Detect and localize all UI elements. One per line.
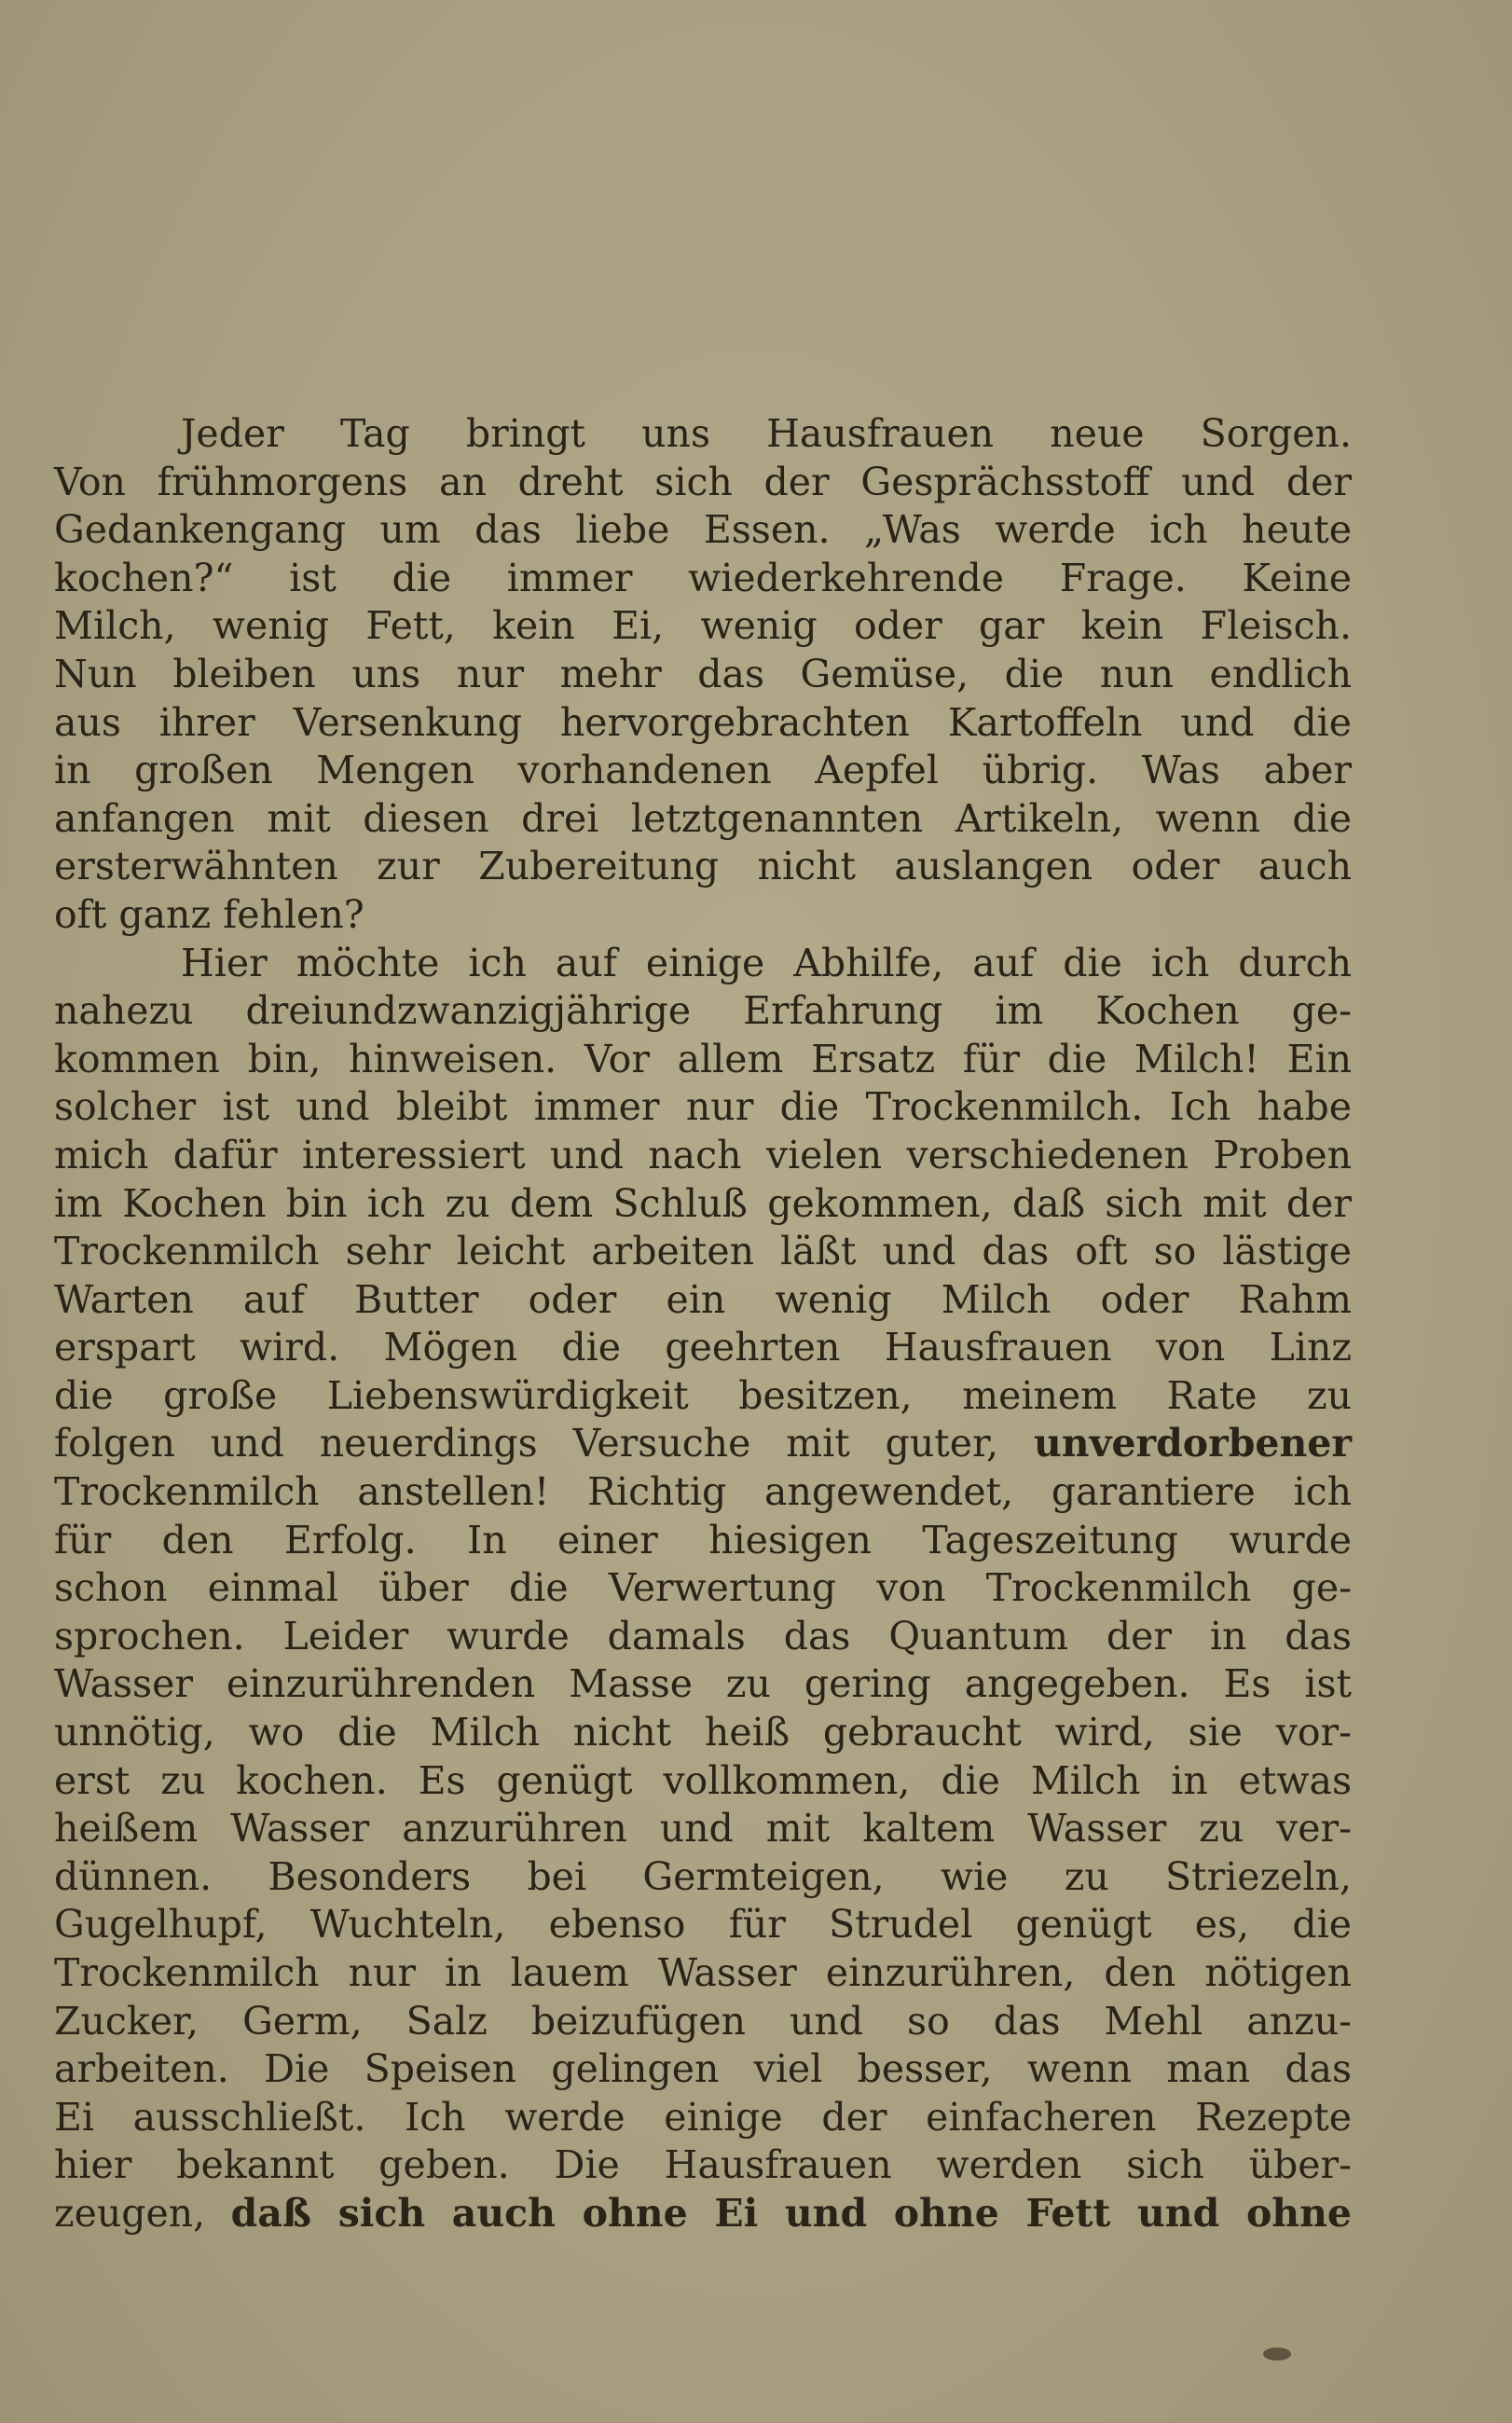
text-line: erspart wird. Mögen die geehrten Hausfrauen von Linz bbox=[54, 1325, 1352, 1370]
text-line: Zucker, Germ, Salz beizufügen und so das Mehl anzu- bbox=[54, 1998, 1352, 2044]
body-text bbox=[54, 410, 1352, 2238]
text-line: Milch, wenig Fett, kein Ei, wenig oder gar kein Fleisch. bbox=[54, 603, 1352, 649]
text-line: arbeiten. Die Speisen gelingen viel besser, wenn man das bbox=[54, 2046, 1352, 2092]
ink-smudge bbox=[1263, 2347, 1291, 2361]
text-line: kommen bin, hinweisen. Vor allem Ersatz für die Milch! Ein bbox=[54, 1036, 1352, 1081]
text-line: Ei ausschließt. Ich werde einige der einfacheren Rezepte bbox=[54, 2094, 1352, 2140]
text-line: Wasser einzurührenden Masse zu gering angegeben. Es ist bbox=[54, 1661, 1352, 1707]
text-line: heißem Wasser anzurühren und mit kaltem Wasser zu ver- bbox=[54, 1806, 1352, 1852]
text-segment: folgen und neuerdings Versuche mit guter, bbox=[54, 1421, 999, 1466]
text-line: schon einmal über die Verwertung von Trockenmilch ge- bbox=[54, 1565, 1352, 1611]
text-line: mich dafür interessiert und nach vielen verschiedenen Proben bbox=[54, 1132, 1352, 1177]
text-line: hier bekannt geben. Die Hausfrauen werden sich über- bbox=[54, 2142, 1352, 2188]
text-line: Trockenmilch nur in lauem Wasser einzurühren, den nötigen bbox=[54, 1950, 1352, 1995]
text-line: Trockenmilch sehr leicht arbeiten läßt und das oft so lästige bbox=[54, 1229, 1352, 1274]
text-line: dünnen. Besonders bei Germteigen, wie zu Striezeln, bbox=[54, 1853, 1352, 1899]
text-line: ersterwähnten zur Zubereitung nicht auslangen oder auch bbox=[54, 844, 1352, 889]
text-line: oft ganz fehlen? bbox=[54, 891, 364, 937]
text-line: die große Liebenswürdigkeit besitzen, meinem Rate zu bbox=[54, 1372, 1352, 1418]
text-line: Gugelhupf, Wuchteln, ebenso für Strudel genügt es, die bbox=[54, 1902, 1352, 1948]
text-line: in großen Mengen vorhandenen Aepfel übrig. Was aber bbox=[54, 748, 1352, 793]
text-line: Hier möchte ich auf einige Abhilfe, auf die ich durch bbox=[181, 940, 1352, 985]
text-line: Gedankengang um das liebe Essen. „Was werde ich heute bbox=[54, 507, 1352, 553]
text-line-with-bold bbox=[54, 1420, 1352, 1468]
text-line: für den Erfolg. In einer hiesigen Tageszeitung wurde bbox=[54, 1517, 1352, 1563]
text-line: sprochen. Leider wurde damals das Quantum der in das bbox=[54, 1613, 1352, 1659]
text-line: Jeder Tag bringt uns Hausfrauen neue Sorgen. bbox=[181, 411, 1352, 456]
text-line-with-bold bbox=[54, 2190, 1352, 2238]
text-line: Warten auf Butter oder ein wenig Milch oder Rahm bbox=[54, 1276, 1352, 1322]
text-line: aus ihrer Versenkung hervorgebrachten Kartoffeln und die bbox=[54, 699, 1352, 745]
bold-emphasis: daß sich auch ohne Ei und ohne Fett und ohne bbox=[230, 2190, 1352, 2236]
text-line: nahezu dreiundzwanzigjährige Erfahrung im Kochen ge- bbox=[54, 988, 1352, 1034]
text-line: unnötig, wo die Milch nicht heiß gebraucht wird, sie vor- bbox=[54, 1710, 1352, 1755]
text-line: erst zu kochen. Es genügt vollkommen, die Milch in etwas bbox=[54, 1757, 1352, 1803]
text-line: Nun bleiben uns nur mehr das Gemüse, die nun endlich bbox=[54, 651, 1352, 696]
text-line: im Kochen bin ich zu dem Schluß gekommen, daß sich mit der bbox=[54, 1180, 1352, 1226]
text-segment: zeugen, bbox=[54, 2190, 206, 2236]
text-line: solcher ist und bleibt immer nur die Trockenmilch. Ich habe bbox=[54, 1084, 1352, 1130]
text-line: anfangen mit diesen drei letztgenannten Artikeln, wenn die bbox=[54, 795, 1352, 841]
bold-emphasis: unverdorbener bbox=[1034, 1421, 1352, 1466]
text-line: Trockenmilch anstellen! Richtig angewendet, garantiere ich bbox=[54, 1469, 1352, 1515]
text-line: Von frühmorgens an dreht sich der Gesprächsstoff und der bbox=[54, 459, 1352, 504]
text-line: kochen?“ ist die immer wiederkehrende Frage. Keine bbox=[54, 555, 1352, 600]
